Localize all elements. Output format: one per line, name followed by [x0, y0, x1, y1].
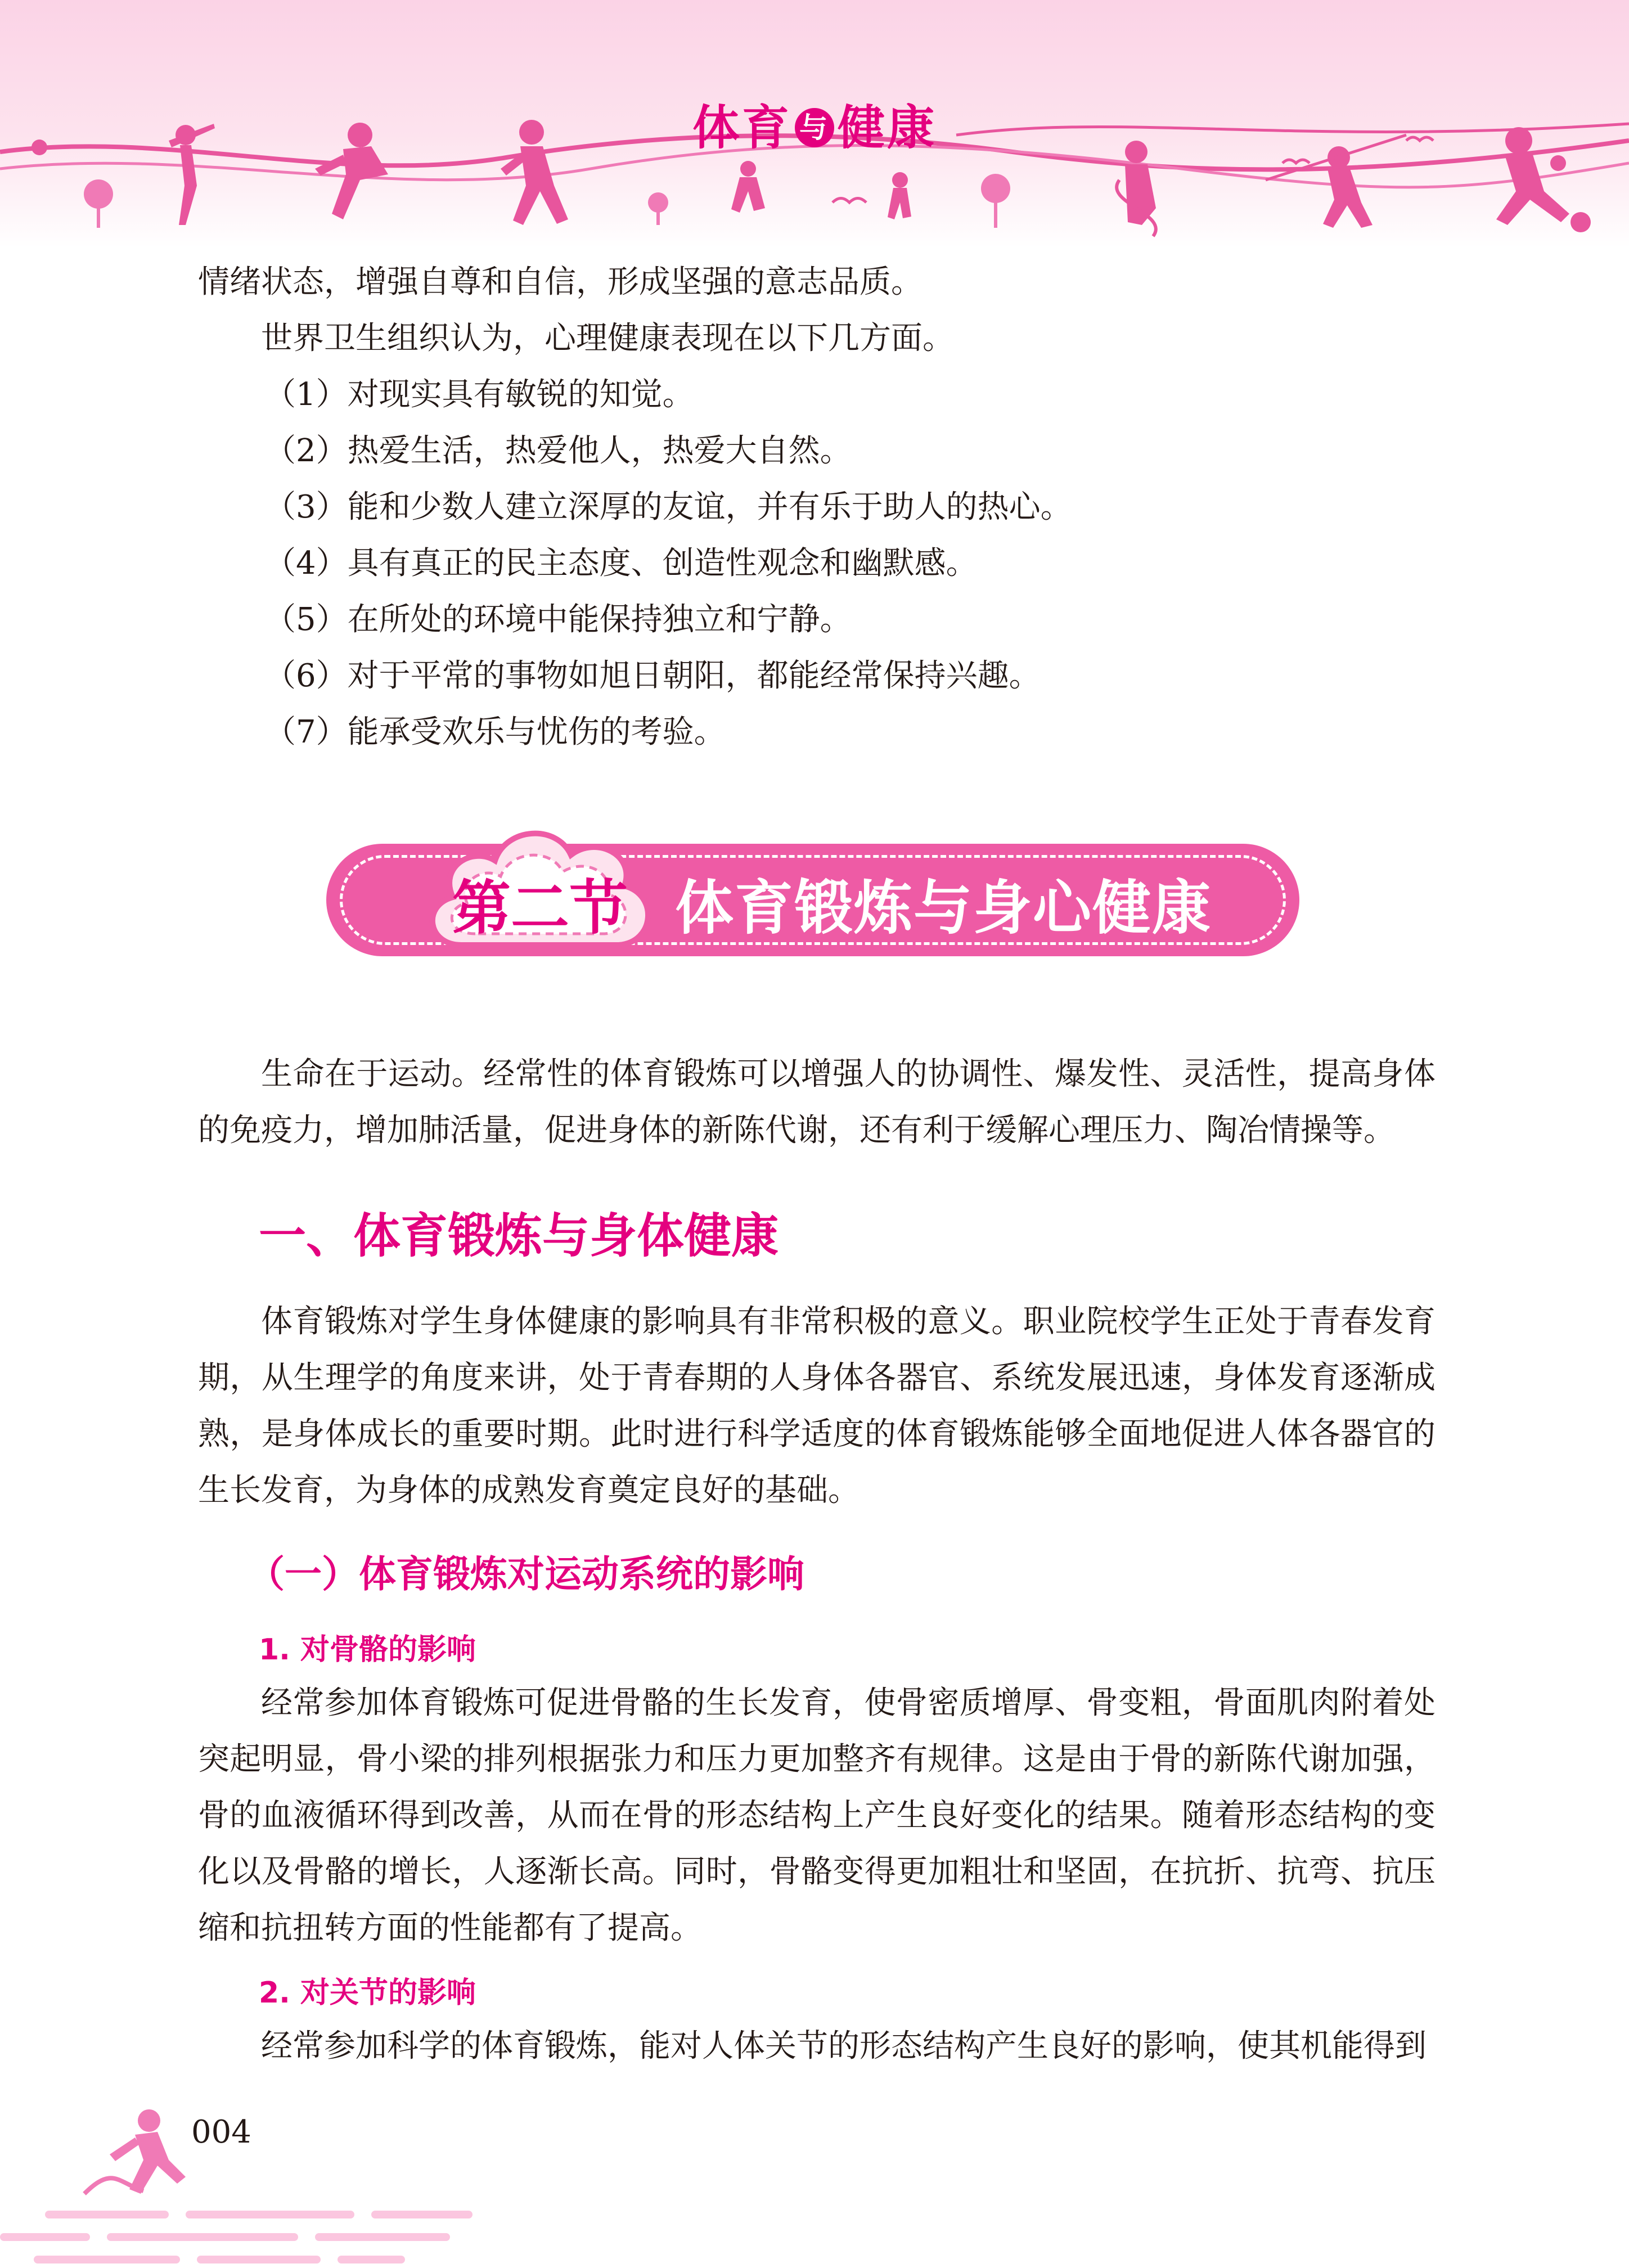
paragraph-joints: 经常参加科学的体育锻炼，能对人体关节的形态结构产生良好的影响，使其机能得到 [261, 2028, 1426, 2064]
list-item: （4）具有真正的民主态度、创造性观念和幽默感。 [264, 545, 978, 582]
runner-footer-icon [84, 2109, 186, 2194]
intro-paragraph: 生命在于运动。经常性的体育锻炼可以增强人的协调性、爆发性、灵活性，提高身体的免疫力，增加肺活量，促进身体的新陈代谢，还有利于缓解心理压力、陶冶情操等。 [198, 1056, 1436, 1149]
subheading-bones: 1. 对骨骼的影响 [259, 1633, 476, 1667]
subheading-joints: 2. 对关节的影响 [259, 1976, 476, 2010]
page-number: 004 [191, 2114, 251, 2150]
speed-lines [0, 2211, 472, 2264]
paragraph-continuation: 情绪状态，增强自尊和自信，形成坚强的意志品质。 [198, 264, 922, 300]
list-item: （2）热爱生活，热爱他人，热爱大自然。 [264, 433, 852, 469]
footer-decoration [0, 2081, 506, 2268]
list-item: （6）对于平常的事物如旭日朝阳，都能经常保持兴趣。 [264, 658, 1041, 694]
heading-1: 一、体育锻炼与身体健康 [259, 1208, 779, 1263]
gymnast-silhouette-icon [731, 161, 765, 213]
paragraph-body-health: 体育锻炼对学生身体健康的影响具有非常积极的意义。职业院校学生正处于青春发育期，从生理学的角度来讲，处于青春期的人身体各器官、系统发展迅速，身体发育逐渐成熟，是身体成长的重要时期。此时进行科学适度的体育锻炼能够全面地促进人体各器官的生长发育，为身体的成熟发育奠定良好的基础。 [198, 1303, 1436, 1509]
header-title: 体育 与 健康 [692, 100, 937, 155]
child-silhouette-icon [888, 172, 911, 219]
list-item: （5）在所处的环境中能保持独立和宁静。 [264, 601, 852, 638]
section-title: 体育锻炼与身心健康 [675, 874, 1212, 942]
list-item: （1）对现实具有敏锐的知觉。 [264, 376, 694, 413]
paragraph-bones: 经常参加体育锻炼可促进骨骼的生长发育，使骨密质增厚、骨变粗，骨面肌肉附着处突起明显，骨小梁的排列根据张力和压力更加整齐有规律。这是由于骨的新陈代谢加强，骨的血液循环得到改善，从而在骨的形态结构上产生良好变化的结果。随着形态结构的变化以及骨骼的增长，人逐渐长高。同时，骨骼变得更加粗壮和坚固，在抗折、抗弯、抗压缩和抗扭转方面的性能都有了提高。 [198, 1685, 1436, 1946]
list-item: （7）能承受欢乐与忧伤的考验。 [264, 714, 726, 750]
ampersand-logo-icon: 与 [795, 108, 834, 147]
paragraph-who: 世界卫生组织认为，心理健康表现在以下几方面。 [261, 320, 954, 357]
bird-icon [832, 199, 866, 203]
section-number: 第二节 [452, 874, 628, 942]
section-banner [326, 799, 1299, 990]
list-item: （3）能和少数人建立深厚的友谊，并有乐于助人的热心。 [264, 489, 1072, 525]
heading-2: （一）体育锻炼对运动系统的影响 [248, 1552, 804, 1596]
